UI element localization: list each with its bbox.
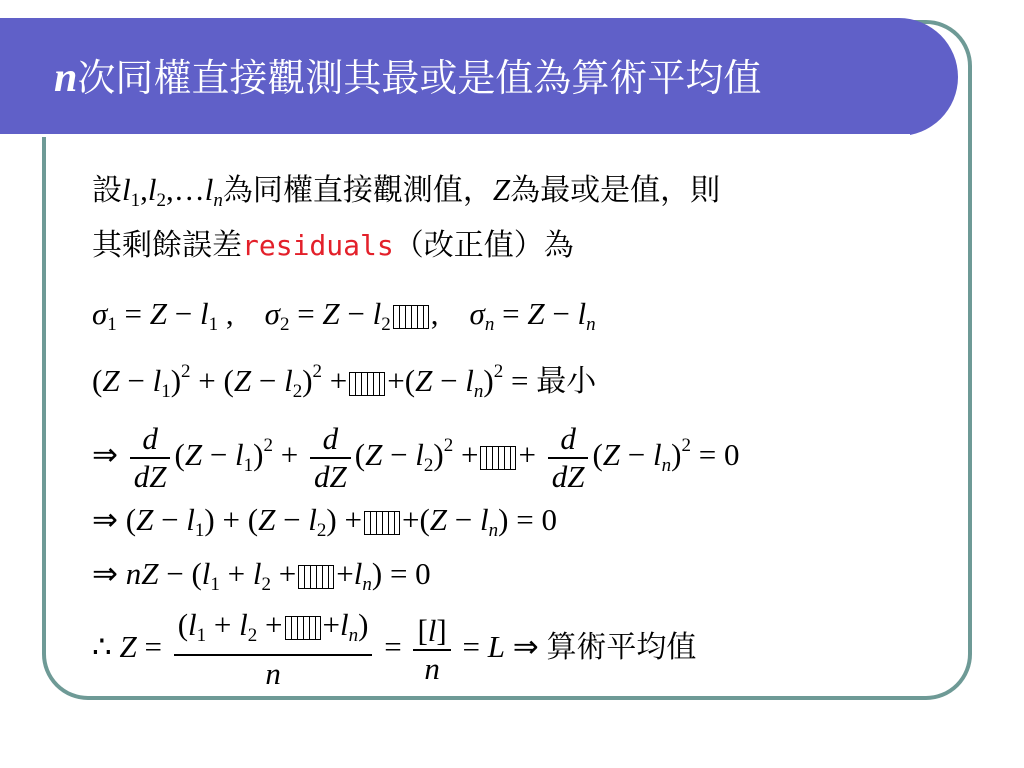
line2-prefix: 其剩餘誤差 <box>92 228 242 263</box>
line1-suffix: 為最或是值，則 <box>510 173 721 208</box>
fraction-d-dz: $\frac{d}{dZ}$ <box>310 421 351 495</box>
placeholder-glyph <box>364 511 400 535</box>
placeholder-glyph <box>349 372 385 396</box>
equation-sum-squares: $(Z - l_1)^2 + (Z - l_2)^2 + +(Z - \ln)^2$ = 最小 <box>92 361 597 402</box>
observation-list: $l_1,l_2,\dots\ln$ <box>122 172 223 211</box>
slide-title <box>54 48 761 108</box>
minimum-label: 最小 <box>536 364 597 399</box>
equation-nz: ⇒ nZ − $(l_1 + l_2 + +\ln) = 0$ <box>92 556 431 595</box>
title-text: 次同權直接觀測其最或是值為算術平均值 <box>77 56 762 100</box>
fraction-l-over-n: $\frac{[l]}{n}$ <box>413 613 450 687</box>
placeholder-glyph <box>285 616 321 640</box>
equation-conclusion: ∴ Z = $\frac{(l_1 + l_2 + +\ln)}{n}$ = $\frac{[l]}{n}$ = L ⇒ 算術平均值 <box>92 607 697 692</box>
placeholder-glyph <box>393 305 429 329</box>
line1-z: Z <box>492 172 511 207</box>
fraction-d-dz: $\frac{d}{dZ}$ <box>548 421 589 495</box>
placeholder-glyph <box>298 565 334 589</box>
line1-mid: 為同權直接觀測值， <box>222 173 493 208</box>
title-divider <box>0 134 910 137</box>
equation-derivative: ⇒ $\frac{d}{dZ}$ $(Z - l_1)^2$ + $\frac{d}{dZ}$ $(Z - l_2)^2$ + + $\frac{d}{dZ}$ $(Z - \ln)^2 = 0$ <box>92 420 740 494</box>
equation-linear-sum: ⇒ $(Z - l_1) + (Z - l_2) + +(Z - \ln) = 0$ <box>92 502 557 541</box>
text-line-1 <box>92 170 720 221</box>
title-variable: n <box>54 55 78 101</box>
placeholder-glyph <box>480 446 516 470</box>
fraction-d-dz: $\frac{d}{dZ}$ <box>130 421 171 495</box>
residuals-term: residuals <box>242 229 394 262</box>
fraction-sum-over-n: $\frac{(l_1 + l_2 + +\ln)}{n}$ <box>174 607 373 692</box>
line1-prefix: 設 <box>92 173 122 208</box>
conclusion-label: 算術平均值 <box>546 630 697 665</box>
equation-residuals: $\sigma_1 = Z - l_1$ , $\sigma_2 = Z - l_2$ , σn = Z − ln <box>92 296 596 335</box>
text-line-2 <box>92 226 574 266</box>
line2-suffix: （改正值）為 <box>393 228 574 263</box>
